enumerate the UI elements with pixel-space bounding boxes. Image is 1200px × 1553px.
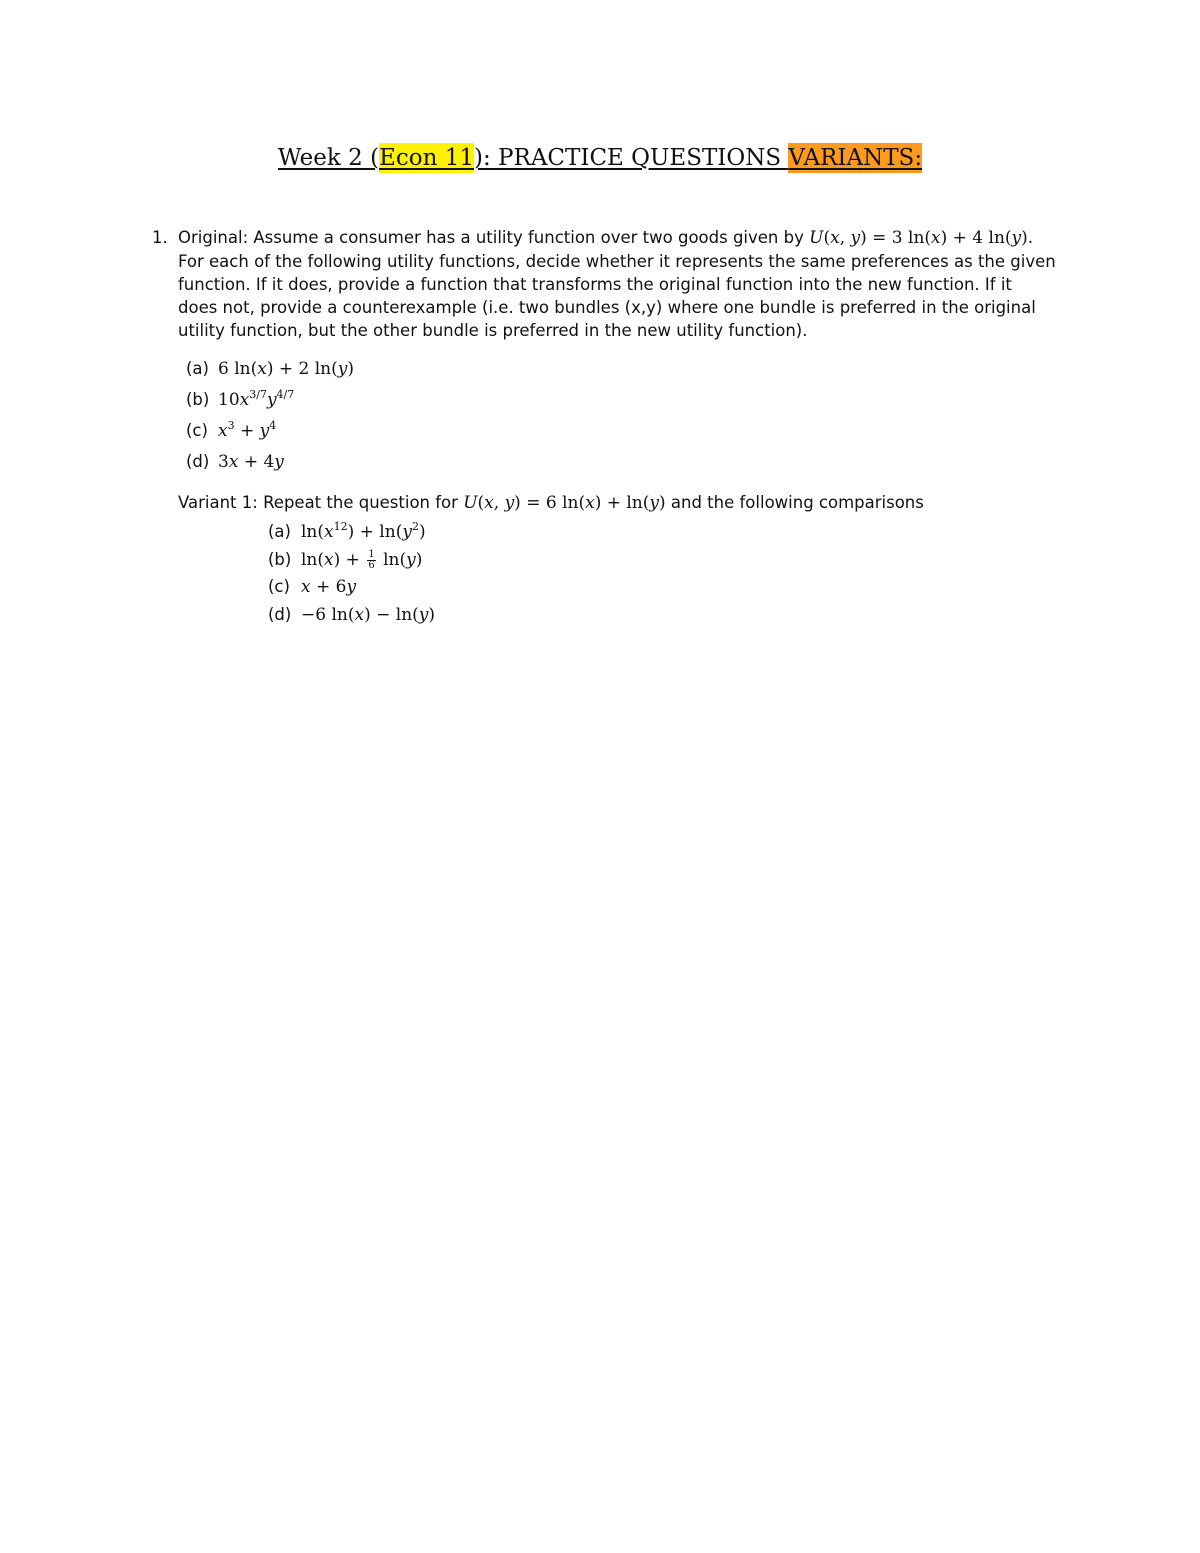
item-label: (c) [186,421,208,440]
variant-1-prefix: Variant 1: Repeat the question for [178,493,458,512]
question-line-2: For each of the following utility functions, decide whether it represents the same preferences as the given [178,252,1056,271]
item-label: (a) [268,522,291,541]
variant-1-items [268,519,435,629]
list-item [186,387,354,418]
item-formula-a: 6 ln(x) + 2 ln(y) [218,359,355,379]
item-label: (d) [268,604,292,624]
question-line-1 [178,226,1034,250]
item-label: (c) [268,577,290,596]
question-line-4: does not, provide a counterexample (i.e. two bundles (x,y) where one bundle is preferred in the original [178,298,1036,317]
variant-1-intro [178,490,924,516]
page-title [0,142,1200,174]
variant-1-suffix: and the following comparisons [670,493,924,512]
list-item [268,547,435,575]
question-number: 1. [152,228,168,247]
item-label: (a) [186,359,209,378]
title-part-econ-highlight: Econ 11 [379,145,474,171]
list-item [186,356,354,387]
fraction-one-sixth: $\frac{1}{6}$ [368,548,375,571]
question-text [178,226,1056,342]
title-part-practice: ): PRACTICE QUESTIONS [474,145,789,171]
item-label: (b) [268,549,292,569]
list-item [186,449,354,480]
item-label: (d) [186,452,210,471]
list-item [268,602,435,630]
question-line-3: function. If it does, provide a function that transforms the original function into the new function. If it [178,275,1012,294]
question-line-5: utility function, but the other bundle is preferred in the new utility function). [178,321,808,340]
variant-formula-b: ln(x) + $\frac{1}{6}$ ln(y) [301,548,423,571]
list-item [186,418,354,449]
item-formula-d: 3x + 4y [218,452,284,472]
variant-1-utility-formula: U(x, y) = 6 ln(x) + ln(y) [463,493,666,513]
variant-formula-d: −6 ln(x) − ln(y) [301,604,436,625]
title-part-week: Week 2 ( [277,145,380,171]
item-formula-c: $x^3 + y^4$ [218,419,277,441]
question-line-1-text: Original: Assume a consumer has a utility function over two goods given by [178,228,804,247]
list-item [268,574,435,602]
variant-formula-a: $\ln(x^{12}) + \ln(y^2)$ [301,520,426,542]
question-1-items [186,356,354,480]
variant-formula-c: x + 6y [301,577,357,597]
item-label: (b) [186,390,210,409]
original-utility-formula: U(x, y) = 3 ln(x) + 4 ln(y). [809,228,1034,248]
list-item [268,519,435,547]
title-part-variants-highlight: VARIANTS: [788,145,923,171]
item-formula-b: $10x^{3/7}y^{4/7}$ [218,388,295,410]
